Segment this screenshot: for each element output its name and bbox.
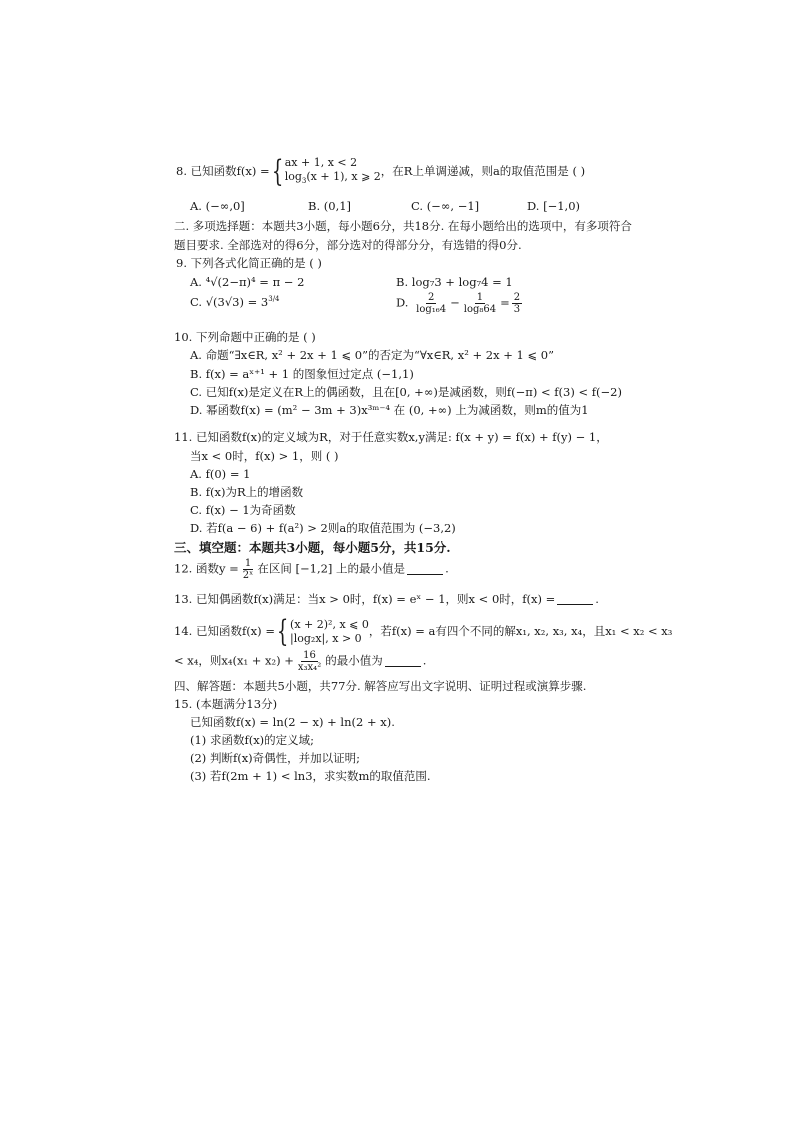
q9-c-exponent: 3/4 [268,295,280,304]
q12-prefix: 12. 函数y = [174,561,239,576]
q11-option-d: D. 若f(a − 6) + f(a²) > 2则a的取值范围为 (−3,2) [190,521,456,535]
q8-piece1: ax + 1, x < 2 [284,156,358,169]
q14-piecewise [290,618,369,646]
question-8 [176,156,585,188]
q12-post: 在区间 [−1,2] 上的最小值是 [257,561,406,576]
question-14-line-2: < x₄，则x₄(x₁ + x₂) + $\frac{16}{\text{x₃x₄²}}$ 的最小值为 . [174,650,427,673]
q8-prefix: 8. 已知函数f(x) = [176,164,270,179]
q14-piece1: (x + 2)², x ⩽ 0 [290,618,369,631]
q11-option-c: C. f(x) − 1为奇函数 [190,503,296,517]
q14-fraction [296,650,323,673]
q9-d-fraction-3 [512,292,522,315]
q9-stem: 9. 下列各式化简正确的是 ( ) [176,256,322,270]
q8-piece2-base: 3 [301,177,307,186]
q12-frac-den: 2ˣ [242,570,254,581]
question-14 [174,614,673,649]
q9-d-frac2-num: 1 [476,292,484,303]
section-4-title: 四、解答题：本题共5小题，共77分. 解答应写出文字说明、证明过程或演算步骤. [174,679,587,693]
q11-line-1: 11. 已知函数f(x)的定义域为R，对于任意实数x,y满足: f(x + y) = f(x) + f(y) − 1， [174,430,608,444]
q9-d-frac1-num: 2 [427,292,435,303]
section-3-title: 三、填空题：本题共3小题，每小题5分，共15分. [174,540,451,555]
q14-suffix: ，若f(x) = a有四个不同的解x₁, x₂, x₃, x₄，且x₁ < x₂ < x₃ [368,624,673,638]
q10-option-a: A. 命题“∃x∈R, x² + 2x + 1 ⩽ 0”的否定为“∀x∈R, x² + 2x + 1 ⩽ 0” [190,348,554,362]
question-13: 13. 已知偶函数f(x)满足：当x > 0时，f(x) = eˣ − 1，则x < 0时，f(x) = . [174,592,599,606]
q10-option-c: C. 已知f(x)是定义在R上的偶函数，且在[0, +∞)是减函数，则f(−π) < f(3) < f(−2) [190,385,622,399]
q10-option-b: B. f(x) = aˣ⁺¹ + 1 的图象恒过定点 (−1,1) [190,367,414,381]
q8-option-b: B. (0,1] [308,199,352,213]
q10-stem: 10. 下列命题中正确的是 ( ) [174,330,316,344]
q14-frac-num: 16 [303,650,316,661]
q12-fraction [241,558,256,581]
q8-option-d: D. [−1,0) [527,199,581,213]
q12-answer-blank[interactable] [407,574,443,575]
question-12: 12. 函数y = $\frac{1}{\text{2ˣ}}$ 在区间 [−1,2] 上的最小值是 . [174,558,449,581]
q15-given: 已知函数f(x) = ln(2 − x) + ln(2 + x). [190,715,395,729]
q8-piecewise [285,156,381,188]
q14-line2-post: 的最小值为 [325,653,383,668]
q14-frac-den: x₃x₄² [297,662,322,673]
q11-option-a: A. f(0) = 1 [190,467,251,481]
q14-line2-prefix: < x₄，则x₄(x₁ + x₂) + [174,653,294,668]
q14-prefix: 14. 已知函数f(x) = [174,624,275,638]
q11-line-2: 当x < 0时，f(x) > 1，则 ( ) [190,449,339,463]
q11-option-b: B. f(x)为R上的增函数 [190,485,304,499]
q8-brace: { [271,154,283,190]
q9-d-fraction-1 [414,292,448,315]
section-2-line-1: 二. 多项选择题：本题共3小题，每小题6分，共18分. 在每小题给出的选项中，有多项符合 [174,219,632,233]
q9-d-frac3-den: 3 [513,304,521,315]
q9-d-frac3-num: 2 [513,292,521,303]
q15-head: 15. (本题满分13分) [174,697,278,711]
q9-option-b: B. log₇3 + log₇4 = 1 [396,275,513,289]
q12-frac-num: 1 [244,558,252,569]
q8-piece2-rest: (x + 1), x ⩾ 2 [306,170,381,183]
q15-part-3: (3) 若f(2m + 1) < ln3，求实数m的取值范围. [190,769,431,783]
q14-answer-blank[interactable] [385,666,421,667]
q9-option-a: A. ⁴√(2−π)⁴ = π − 2 [190,275,305,289]
q9-d-label: D. [396,295,409,310]
q9-option-d: D. $\frac{2}{\text{log₁₆4}}$ − $\frac{1}{\text{log₈64}}$ = $\frac{2}{3}$ [396,292,521,315]
section-2-line-2: 题目要求. 全部选对的得6分，部分选对的得部分分，有选错的得0分. [174,238,522,252]
q15-part-2: (2) 判断f(x)奇偶性，并加以证明; [190,751,361,765]
q14-brace: { [276,614,289,649]
q8-piece2-log: log [284,170,302,183]
q13-text: 13. 已知偶函数f(x)满足：当x > 0时，f(x) = eˣ − 1，则x < 0时，f(x) = [174,592,556,606]
q8-option-a: A. (−∞,0] [190,199,245,213]
q8-option-c: C. (−∞, −1] [411,199,480,213]
q9-d-frac2-den: log₈64 [463,304,497,315]
q9-d-fraction-2 [462,292,498,315]
q10-option-d: D. 幂函数f(x) = (m² − 3m + 3)x³ᵐ⁻⁴ 在 (0, +∞) 上为减函数，则m的值为1 [190,403,589,417]
q9-c-base: C. √(3√3) = 3 [190,295,269,309]
q14-piece2: |log₂x|, x > 0 [290,632,362,645]
q8-suffix: ，在R上单调递减，则a的取值范围是 ( ) [380,164,586,179]
q15-part-1: (1) 求函数f(x)的定义域; [190,733,315,747]
q9-option-c [190,295,280,309]
q9-d-frac1-den: log₁₆4 [416,304,447,315]
q13-answer-blank[interactable] [557,604,593,605]
